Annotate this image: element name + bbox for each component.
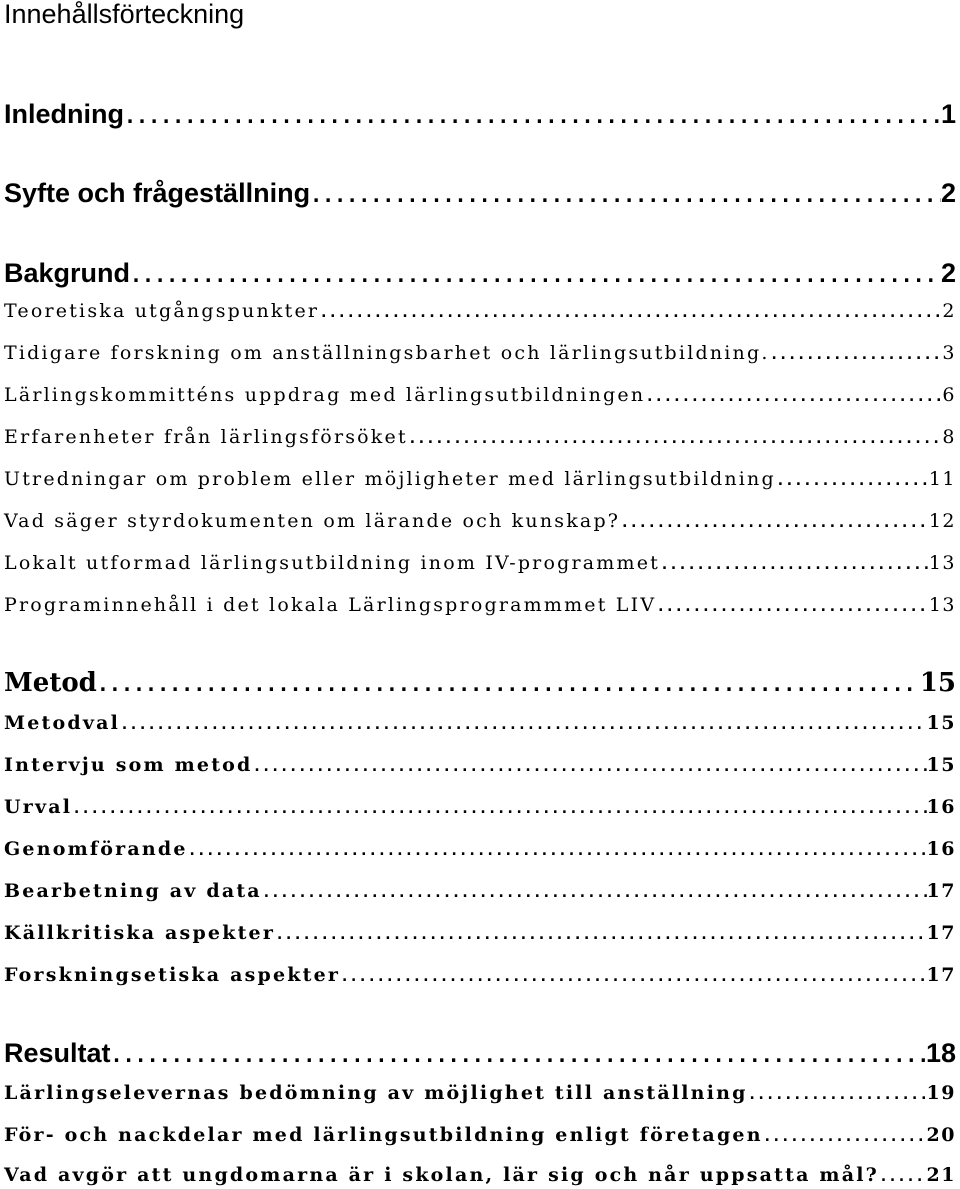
toc-page-number: 16 xyxy=(926,838,956,860)
toc-entry-label: För- och nackdelar med lärlingsutbildning enligt företagen xyxy=(4,1124,763,1146)
dot-leader xyxy=(879,1164,927,1188)
toc-entry-label: Utredningar om problem eller möjligheter med lärlingsutbildning xyxy=(4,468,776,490)
dot-leader xyxy=(408,426,943,450)
toc-subentry[interactable] xyxy=(4,299,956,324)
toc-page-number: 17 xyxy=(926,880,956,902)
dot-leader xyxy=(763,1124,927,1148)
toc-page-number: 3 xyxy=(942,342,956,364)
dot-leader xyxy=(310,180,941,210)
toc-entry-label: Urval xyxy=(4,796,73,818)
dot-leader xyxy=(120,712,927,736)
toc-page-number: 11 xyxy=(928,468,956,490)
dot-leader xyxy=(645,384,942,408)
dot-leader xyxy=(340,964,926,988)
toc-page-number: 2 xyxy=(942,300,956,322)
toc-page-number: 18 xyxy=(925,1038,956,1068)
dot-leader xyxy=(262,880,927,904)
dot-leader xyxy=(72,796,926,820)
toc-subentry[interactable] xyxy=(4,425,956,450)
toc-entry-label: Metodval xyxy=(4,712,121,734)
dot-leader xyxy=(97,669,920,699)
toc-entry-inledning[interactable] xyxy=(4,99,956,131)
toc-subentry[interactable] xyxy=(4,795,956,820)
toc-page-number: 16 xyxy=(926,796,956,818)
toc-page-number: 13 xyxy=(928,552,956,574)
toc-entry-label: Programinnehåll i det lokala Lärlingsprogrammmet LIV xyxy=(4,594,657,616)
toc-entry-label: Källkritiska aspekter xyxy=(4,922,276,944)
toc-subentry[interactable] xyxy=(4,879,956,904)
toc-page-number: 2 xyxy=(940,258,956,288)
toc-subentry[interactable] xyxy=(4,467,956,492)
toc-entry-label: Vad avgör att ungdomarna är i skolan, lär sig och når uppsatta mål? xyxy=(4,1164,879,1186)
dot-leader xyxy=(124,101,941,131)
toc-subentry[interactable] xyxy=(4,1163,956,1188)
toc-page-number: 17 xyxy=(926,922,956,944)
toc-page-number: 13 xyxy=(928,594,956,616)
dot-leader xyxy=(776,468,929,492)
toc-subentry[interactable] xyxy=(4,837,956,862)
toc-entry-label: Bearbetning av data xyxy=(4,880,262,902)
toc-entry-label: Metod xyxy=(4,668,97,698)
toc-page-number: 8 xyxy=(942,426,956,448)
toc-entry-label: Erfarenheter från lärlingsförsöket xyxy=(4,426,408,448)
dot-leader xyxy=(111,1040,926,1070)
dot-leader xyxy=(319,300,942,324)
dot-leader xyxy=(275,922,926,946)
toc-entry-label: Intervju som metod xyxy=(4,754,253,776)
toc-entry-label: Lärlingselevernas bedömning av möjlighet till anställning xyxy=(4,1082,748,1104)
toc-subentry[interactable] xyxy=(4,1123,956,1148)
toc-page-number: 1 xyxy=(940,99,956,129)
toc-entry-label: Forskningsetiska aspekter xyxy=(4,964,341,986)
toc-subentry[interactable] xyxy=(4,593,956,618)
toc-subentry[interactable] xyxy=(4,509,956,534)
toc-page-number: 17 xyxy=(926,964,956,986)
toc-entry-label: Genomförande xyxy=(4,838,188,860)
toc-entry-label: Vad säger styrdokumenten om lärande och kunskap? xyxy=(4,510,621,532)
toc-page-number: 15 xyxy=(926,754,956,776)
toc-entry-label: Bakgrund xyxy=(4,258,131,288)
toc-subentry[interactable] xyxy=(4,341,956,366)
toc-entry-label: Tidigare forskning om anställningsbarhet och lärlingsutbildning. xyxy=(4,342,770,364)
toc-entry-syfte[interactable] xyxy=(4,178,956,210)
toc-subentry[interactable] xyxy=(4,921,956,946)
dot-leader xyxy=(253,754,927,778)
toc-subentry[interactable] xyxy=(4,383,956,408)
toc-entry-label: Syfte och frågeställning xyxy=(4,178,311,208)
toc-subentry[interactable] xyxy=(4,551,956,576)
dot-leader xyxy=(660,552,929,576)
toc-page-number: 12 xyxy=(928,510,956,532)
toc-entry-label: Inledning xyxy=(4,99,124,129)
toc-title: Innehållsförteckning xyxy=(4,0,245,29)
toc-entry-label: Resultat xyxy=(4,1038,111,1068)
dot-leader xyxy=(748,1082,927,1106)
toc-entry-label: Lärlingskommitténs uppdrag med lärlingsutbildningen xyxy=(4,384,646,406)
toc-subentry[interactable] xyxy=(4,753,956,778)
toc-subentry[interactable] xyxy=(4,711,956,736)
dot-leader xyxy=(770,342,943,366)
toc-page-number: 2 xyxy=(940,178,956,208)
toc-page-number: 15 xyxy=(919,668,956,698)
toc-subentry[interactable] xyxy=(4,1081,956,1106)
toc-entry-label: Teoretiska utgångspunkter xyxy=(4,300,320,322)
toc-entry-resultat[interactable] xyxy=(4,1038,956,1070)
toc-page-number: 20 xyxy=(926,1124,956,1146)
toc-page-number: 19 xyxy=(926,1082,956,1104)
toc-page-number: 6 xyxy=(942,384,956,406)
toc-page-number: 21 xyxy=(926,1164,956,1186)
toc-entry-metod[interactable] xyxy=(4,668,956,699)
dot-leader xyxy=(656,594,929,618)
toc-entry-bakgrund[interactable] xyxy=(4,258,956,290)
dot-leader xyxy=(188,838,927,862)
toc-subentry[interactable] xyxy=(4,963,956,988)
toc-entry-label: Lokalt utformad lärlingsutbildning inom IV-programmet xyxy=(4,552,660,574)
toc-page-number: 15 xyxy=(926,712,956,734)
dot-leader xyxy=(130,260,941,290)
dot-leader xyxy=(620,510,929,534)
